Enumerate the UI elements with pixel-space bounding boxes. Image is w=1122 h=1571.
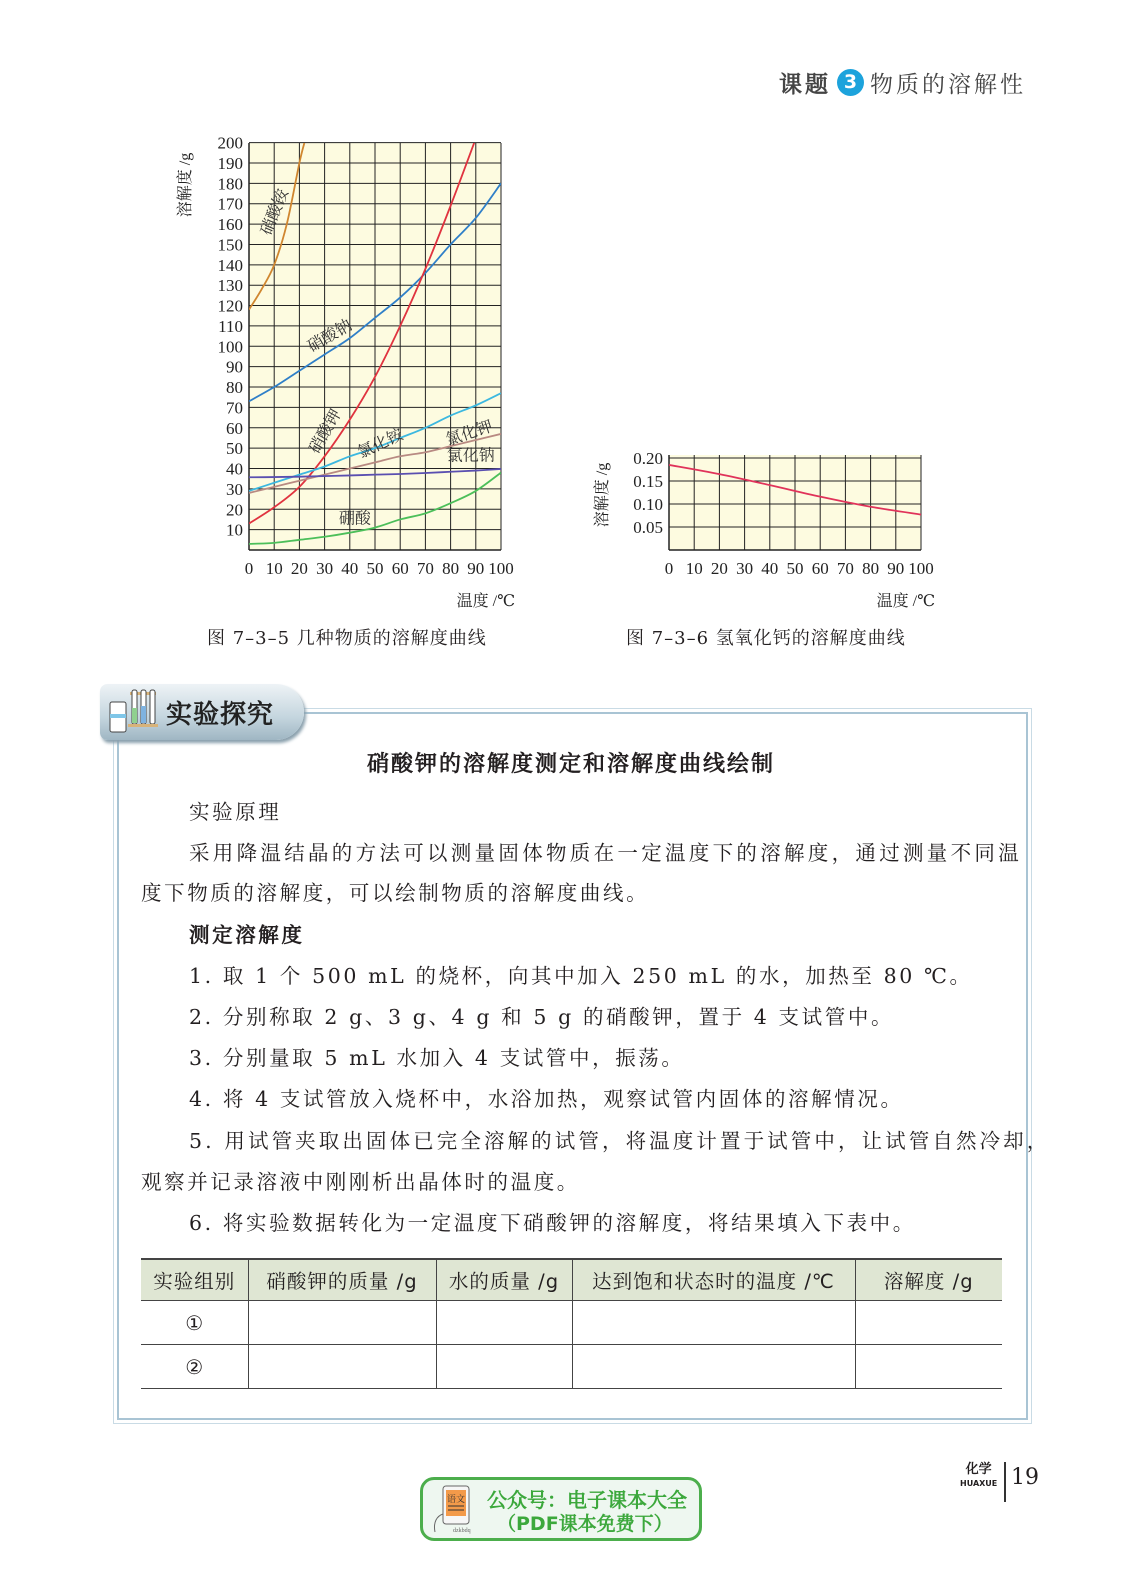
y-tick-label: 0.15 (633, 472, 663, 491)
ebook-icon-text: 语文 (446, 1494, 466, 1504)
series-label: 氯化钾 (443, 418, 495, 450)
y-tick-label: 150 (217, 235, 243, 255)
step-4: 4. 将 4 支试管放入烧杯中，水浴加热，观察试管内固体的溶解情况。 (189, 1087, 904, 1111)
y-tick-label: 100 (217, 337, 243, 357)
y-tick-label: 90 (226, 357, 243, 377)
experiment-badge-label: 实验探究 (166, 699, 275, 730)
x-tick-label: 40 (761, 559, 779, 578)
step-6: 6. 将实验数据转化为一定温度下硝酸钾的溶解度，将结果填入下表中。 (189, 1211, 916, 1235)
x-tick-label: 80 (442, 559, 460, 578)
x-tick-label: 30 (736, 559, 754, 578)
y-tick-label: 80 (226, 378, 243, 398)
x-tick-label: 90 (467, 559, 485, 578)
x-tick-label: 20 (710, 559, 728, 578)
principle-line-2: 度下物质的溶解度，可以绘制物质的溶解度曲线。 (141, 881, 650, 905)
table-row (141, 1301, 1002, 1345)
x-tick-label: 70 (836, 559, 854, 578)
series-label: 硼酸 (338, 510, 371, 528)
table-row (141, 1345, 1002, 1389)
measure-heading: 测定溶解度 (189, 923, 305, 947)
header-saturation-temp: 达到饱和状态时的温度 /℃ (572, 1259, 855, 1301)
lesson-title: 物质的溶解性 (870, 72, 1026, 98)
y-tick-label: 130 (217, 276, 243, 296)
promo-line-2: （PDF课本免费下） (497, 1513, 673, 1535)
table-cell[interactable] (572, 1301, 855, 1345)
x-tick-label: 60 (811, 559, 829, 578)
x-tick-label: 100 (488, 559, 514, 578)
step-1: 1. 取 1 个 500 mL 的烧杯，向其中加入 250 mL 的水，加热至 80 ℃。 (189, 964, 973, 988)
x-tick-label: 40 (341, 559, 359, 578)
table-cell[interactable] (855, 1301, 1002, 1345)
table-cell[interactable] (248, 1301, 436, 1345)
y-tick-label: 0.20 (633, 449, 663, 468)
x-tick-label: 70 (416, 559, 434, 578)
y-tick-label: 170 (217, 194, 243, 214)
x-tick-label: 90 (887, 559, 905, 578)
y-tick-label: 60 (226, 418, 243, 438)
promo-line-1: 公众号：电子课本大全 (487, 1488, 687, 1512)
step-3: 3. 分别量取 5 mL 水加入 4 支试管中，振荡。 (189, 1046, 685, 1070)
series-label: 氯化铵 (355, 426, 407, 462)
x-tick-label: 100 (908, 559, 934, 578)
table-header-row (141, 1259, 1002, 1301)
chart2-caption: 图 7–3–6 氢氧化钙的溶解度曲线 (626, 628, 906, 649)
y-tick-label: 120 (217, 296, 243, 316)
y-tick-label: 40 (226, 459, 243, 479)
y-axis-label: 溶解度 /g (177, 152, 194, 218)
y-tick-label: 70 (226, 398, 243, 418)
y-tick-label: 180 (217, 174, 243, 194)
header-water-mass: 水的质量 /g (436, 1259, 572, 1301)
test-tubes-icon (108, 688, 160, 736)
solubility-charts (0, 0, 1122, 660)
table-cell[interactable] (436, 1345, 572, 1389)
group-cell: ② (141, 1345, 248, 1389)
table-cell[interactable] (248, 1345, 436, 1389)
y-tick-label: 0.05 (633, 518, 663, 537)
y-tick-label: 0.10 (633, 495, 663, 514)
x-tick-label: 80 (862, 559, 880, 578)
lesson-label: 课题 (779, 72, 831, 98)
y-tick-label: 20 (226, 500, 243, 520)
table-cell[interactable] (572, 1345, 855, 1389)
x-tick-label: 20 (290, 559, 308, 578)
principle-line-1: 采用降温结晶的方法可以测量固体物质在一定温度下的溶解度，通过测量不同温 (189, 841, 1022, 865)
x-tick-label: 10 (685, 559, 703, 578)
series-label: 氯化钠 (446, 447, 495, 465)
header-group: 实验组别 (141, 1259, 248, 1301)
y-axis-label: 溶解度 /g (594, 462, 611, 528)
ebook-icon (431, 1484, 479, 1534)
promo-small-text: dzkbdq (453, 1528, 471, 1534)
step-2: 2. 分别称取 2 g、3 g、4 g 和 5 g 的硝酸钾，置于 4 支试管中。 (189, 1005, 895, 1029)
page-number: 19 (1011, 1465, 1039, 1490)
series-label: 硝酸铵 (258, 186, 292, 238)
x-axis-label: 温度 /℃ (456, 593, 515, 610)
y-tick-label: 190 (217, 153, 243, 173)
x-tick-label: 10 (265, 559, 283, 578)
y-tick-label: 140 (217, 255, 243, 275)
group-cell: ① (141, 1301, 248, 1345)
x-tick-label: 30 (316, 559, 334, 578)
table-cell[interactable] (855, 1345, 1002, 1389)
y-tick-label: 110 (218, 316, 243, 336)
subject-cn: 化学 (965, 1462, 992, 1477)
y-tick-label: 200 (217, 133, 243, 153)
y-tick-label: 50 (226, 439, 243, 459)
x-tick-label: 0 (664, 559, 674, 578)
subject-en: HUAXUE (960, 1479, 998, 1488)
series-label: 硝酸钾 (306, 406, 346, 457)
step-5: 5. 用试管夹取出固体已完全溶解的试管，将温度计置于试管中，让试管自然冷却， (189, 1129, 1051, 1153)
table-cell[interactable] (436, 1301, 572, 1345)
y-tick-label: 160 (217, 215, 243, 235)
principle-heading: 实验原理 (189, 800, 282, 824)
x-axis-label: 温度 /℃ (876, 593, 935, 610)
x-tick-label: 0 (244, 559, 254, 578)
subject-mark (960, 1463, 997, 1491)
x-tick-label: 60 (391, 559, 409, 578)
header-kno3-mass: 硝酸钾的质量 /g (248, 1259, 436, 1301)
header-solubility: 溶解度 /g (855, 1259, 1002, 1301)
results-table (141, 1258, 1002, 1389)
experiment-title: 硝酸钾的溶解度测定和溶解度曲线绘制 (366, 752, 775, 777)
lesson-number-badge: 3 (837, 69, 864, 96)
footer-divider (1004, 1462, 1006, 1502)
chart1-caption: 图 7–3–5 几种物质的溶解度曲线 (207, 628, 487, 649)
x-tick-label: 50 (786, 559, 804, 578)
series-label: 硝酸钠 (304, 316, 355, 356)
step-5-continued: 观察并记录溶液中刚刚析出晶体时的温度。 (141, 1170, 580, 1194)
x-tick-label: 50 (366, 559, 384, 578)
y-tick-label: 30 (226, 479, 243, 499)
y-tick-label: 10 (226, 520, 243, 540)
experiment-badge (100, 684, 304, 740)
promo-badge[interactable] (420, 1477, 702, 1541)
